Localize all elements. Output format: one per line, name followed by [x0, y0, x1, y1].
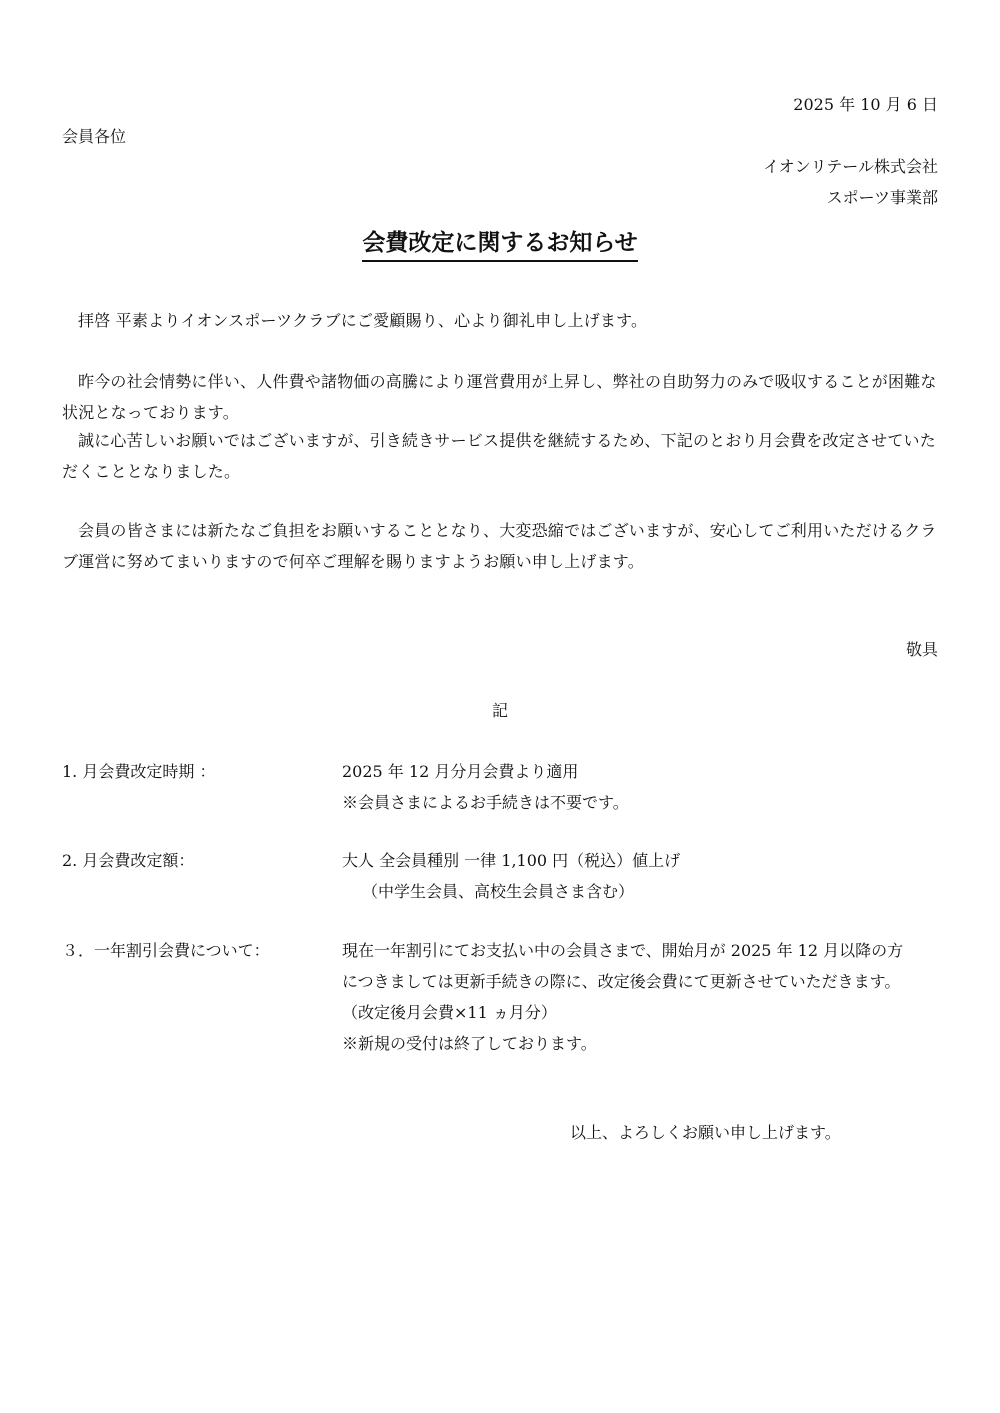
item-3-value — [342, 935, 903, 1059]
item-1-line-1: 2025 年 12 月分月会費より適用 — [342, 762, 579, 781]
addressee: 会員各位 — [62, 127, 127, 146]
item-3-line-2: につきましては更新手続きの際に、改定後会費にて更新させていただきます。 — [342, 972, 901, 991]
closing-remark: 以上、よろしくお願い申し上げます。 — [570, 1123, 841, 1142]
page-title-wrapper — [0, 228, 1000, 262]
item-1-line-2: ※会員さまによるお手続きは不要です。 — [342, 793, 629, 812]
item-1-value — [342, 756, 629, 818]
greeting-paragraph: 拝啓 平素よりイオンスポーツクラブにご愛顧賜り、心より御礼申し上げます。 — [78, 311, 648, 330]
document-date: 2025 年 10 月 6 日 — [793, 95, 938, 114]
item-3-line-4: ※新規の受付は終了しております。 — [342, 1034, 597, 1053]
sender-department: スポーツ事業部 — [826, 188, 938, 207]
page-title: 会費改定に関するお知らせ — [362, 228, 637, 262]
item-1-label: 1. 月会費改定時期 ： — [62, 762, 216, 781]
item-3-label: ３．一年割引会費について： — [62, 941, 270, 960]
body-paragraph-1: 昨今の社会情勢に伴い、人件費や諸物価の高騰により運営費用が上昇し、弊社の自助努力のみで吸収することが困難な状況となっております。 — [62, 372, 937, 422]
item-2-line-1: 大人 全会員種別 一律 1,100 円（税込）値上げ — [342, 851, 681, 870]
body-paragraph-2: 誠に心苦しいお願いではございますが、引き続きサービス提供を継続するため、下記のとおり月会費を改定させていただくこととなりました。 — [62, 431, 936, 481]
sender-company: イオンリテール株式会社 — [763, 157, 938, 176]
item-3-line-3: （改定後月会費×11 ヵ月分） — [342, 1003, 557, 1022]
body-paragraph-3: 会員の皆さまには新たなご負担をお願いすることとなり、大変恐縮ではございますが、安心してご利用いただけるクラブ運営に努めてまいりますので何卒ご理解を賜りますようお願い申し上げます。 — [62, 521, 937, 571]
item-3-line-1: 現在一年割引にてお支払い中の会員さまで、開始月が 2025 年 12 月以降の方 — [342, 941, 904, 960]
ki-heading: 記 — [491, 701, 508, 720]
item-2-line-2: （中学生会員、高校生会員さま含む） — [362, 882, 635, 901]
item-2-value — [342, 845, 680, 907]
item-2-label: 2. 月会費改定額： — [62, 851, 195, 870]
complimentary-close: 敬具 — [905, 640, 938, 659]
